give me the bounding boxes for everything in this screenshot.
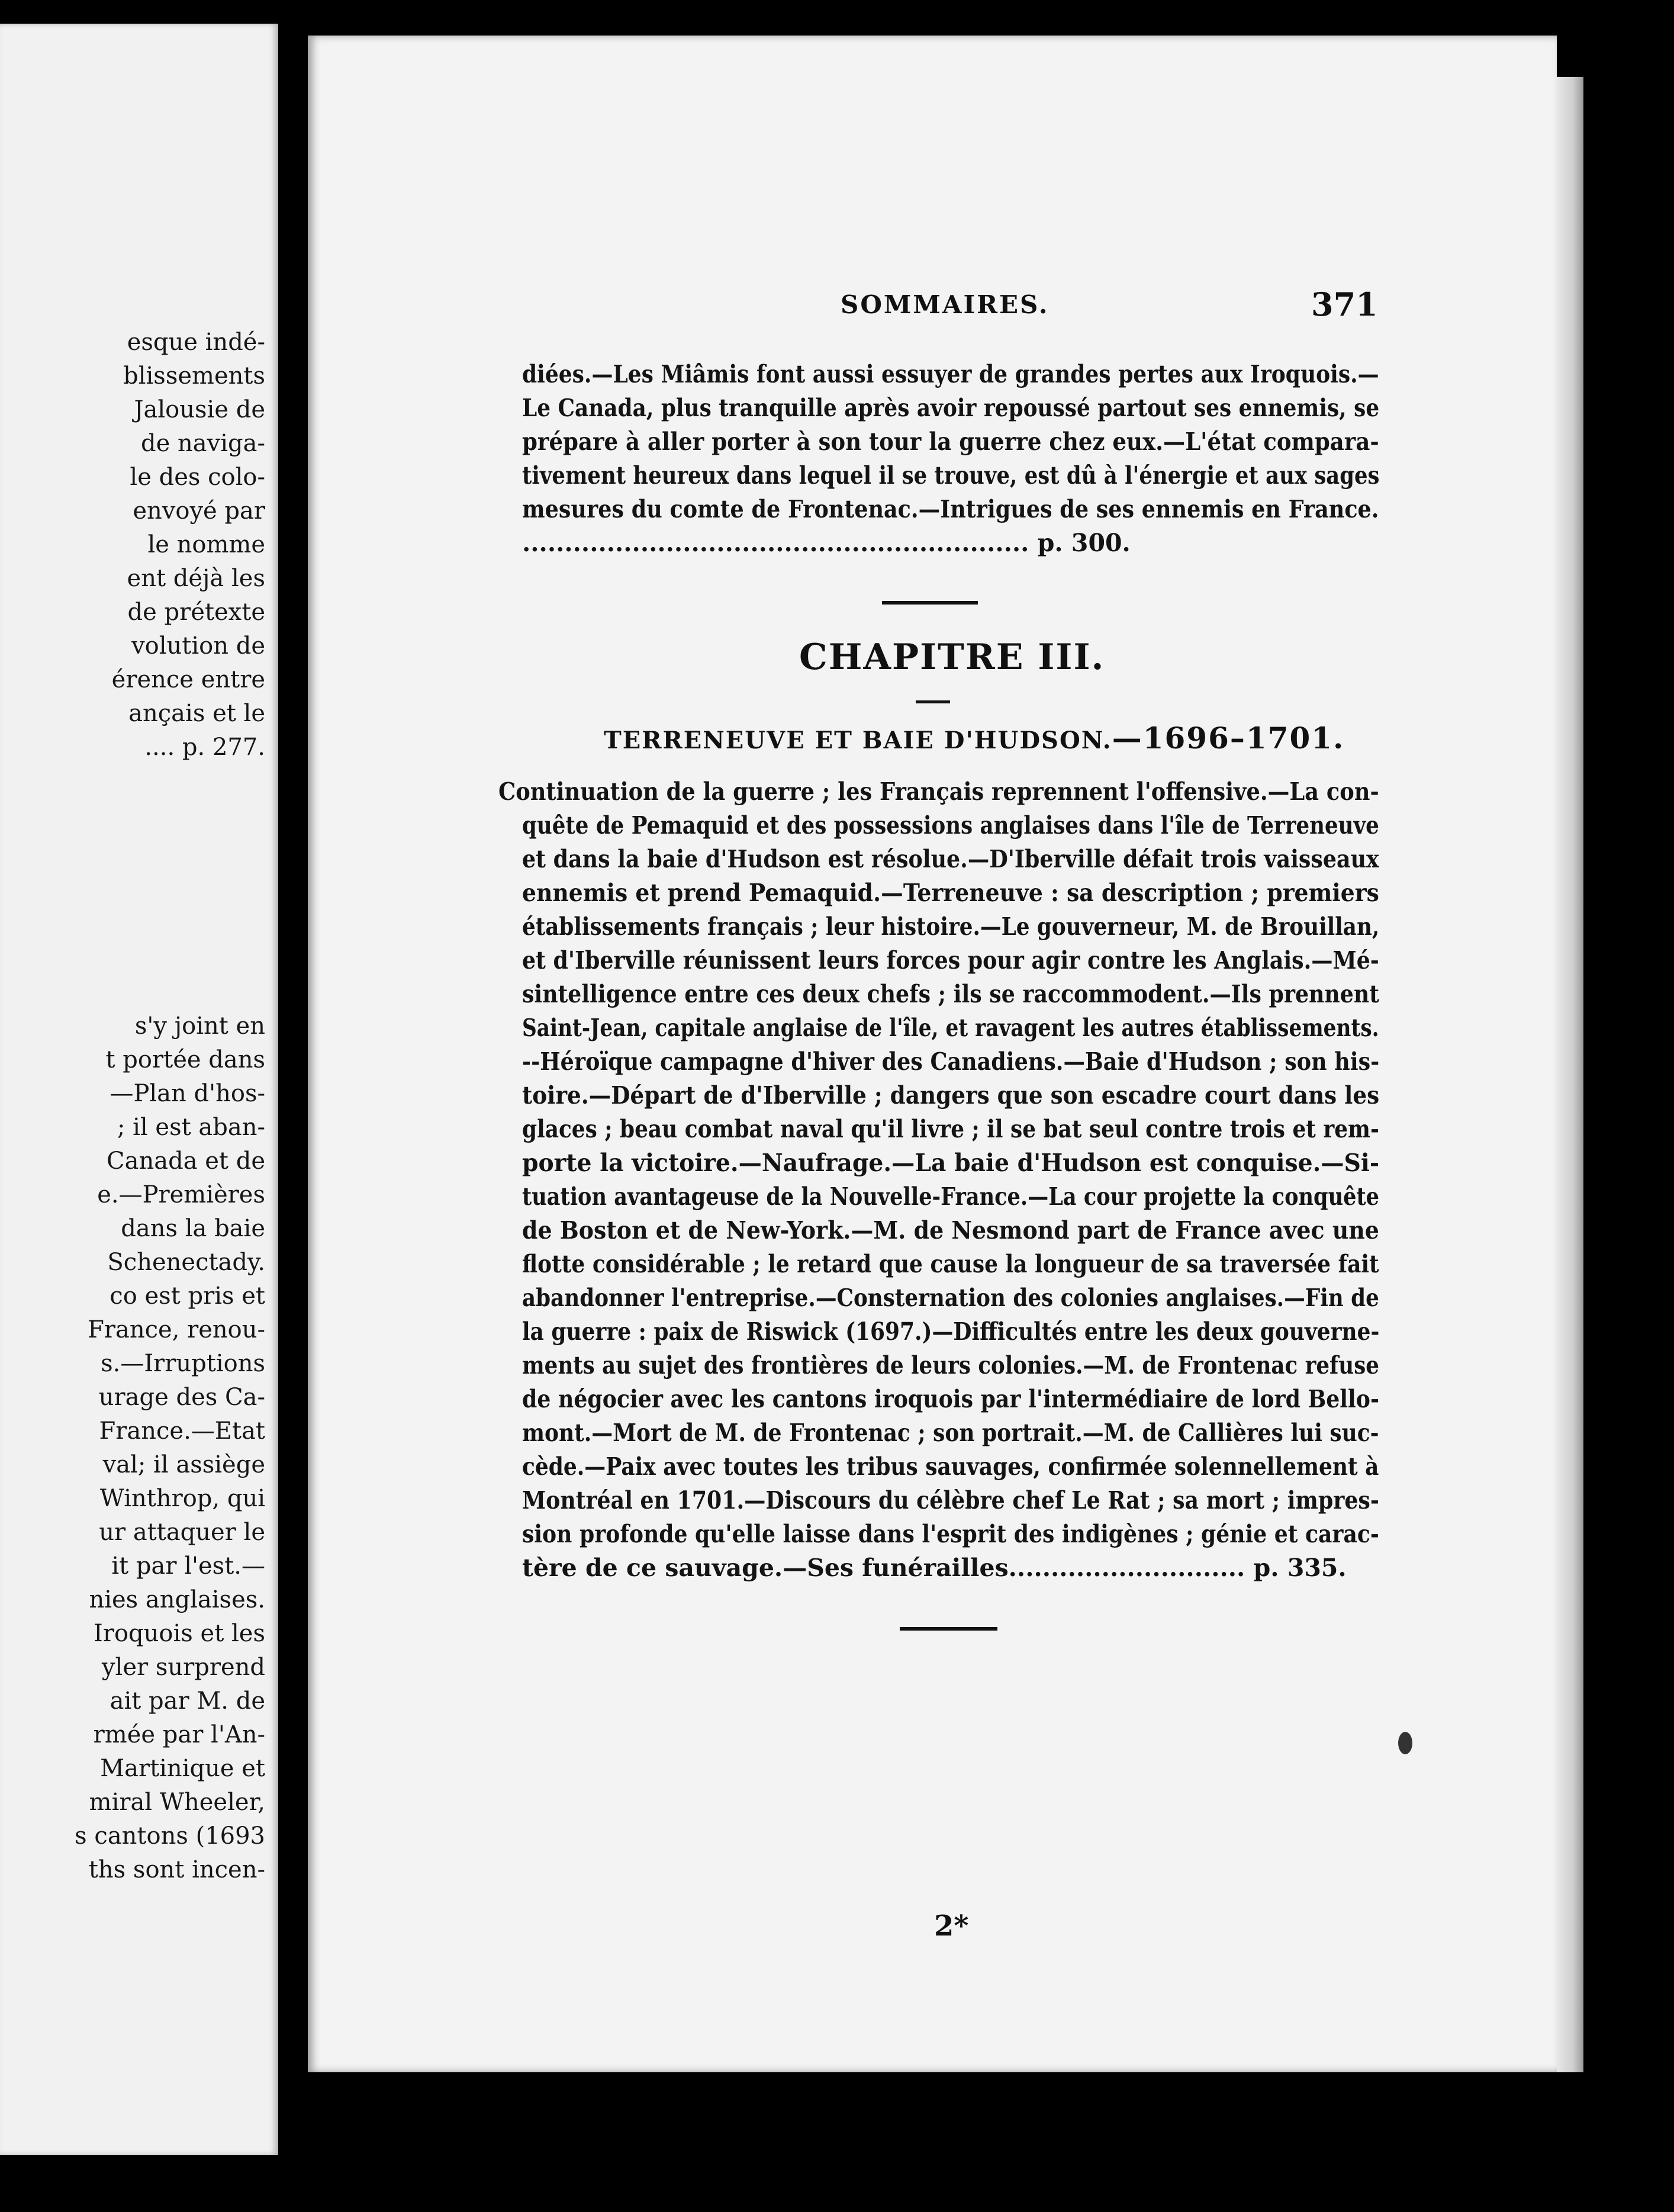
summary-line: ments au sujet des frontières de leurs colonies.—M. de Frontenac refuse: [522, 1351, 1379, 1380]
summary-line: abandonner l'entreprise.—Consternation des colonies anglaises.—Fin de: [522, 1284, 1379, 1312]
facing-page-line: s.—Irruptions: [101, 1350, 265, 1377]
facing-page-line: de prétexte: [127, 599, 265, 626]
facing-page-line: Winthrop, qui: [99, 1485, 265, 1512]
facing-page-line: rmée par l'An-: [93, 1721, 265, 1748]
facing-page-line: le des colo-: [130, 464, 265, 491]
chapter-title: CHAPITRE III.: [799, 636, 1105, 678]
title-rule: [916, 700, 950, 703]
summary-line: Montréal en 1701.—Discours du célèbre chef Le Rat ; sa mort ; impres-: [522, 1486, 1379, 1515]
summary-line: de négocier avec les cantons iroquois par l'intermédiaire de lord Bello-: [522, 1385, 1380, 1413]
facing-page-line: val; il assiège: [102, 1451, 265, 1478]
facing-page-line: ait par M. de: [110, 1687, 265, 1715]
facing-page-line: Jalousie de: [134, 396, 265, 423]
facing-page-line: s cantons (1693: [75, 1822, 265, 1850]
summary-line: --Héroïque campagne d'hiver des Canadiens.—Baie d'Hudson ; son his-: [522, 1047, 1380, 1076]
summary-line: tère de ce sauvage.—Ses funérailles............................ p. 335.: [522, 1554, 1347, 1582]
chapter-dates: —1696–1701.: [1112, 721, 1345, 755]
prev-summary-line: ............................................................ p. 300.: [522, 529, 1131, 557]
facing-page-line: t portée dans: [105, 1046, 265, 1073]
prev-summary-line: prépare à aller porter à son tour la guerre chez eux.—L'état compara-: [522, 427, 1379, 456]
facing-page-line: esque indé-: [127, 329, 265, 356]
summary-line: sion profonde qu'elle laisse dans l'esprit des indigènes ; génie et carac-: [522, 1520, 1379, 1548]
facing-page-fragment-lower: [75, 1009, 265, 1887]
chapter-subtitle: [604, 721, 1344, 755]
prev-summary-line: Le Canada, plus tranquille après avoir repoussé partout ses ennemis, se: [522, 394, 1380, 422]
summary-line: et dans la baie d'Hudson est résolue.—D'Iberville défait trois vaisseaux: [522, 845, 1379, 873]
facing-page: [0, 24, 278, 2155]
book-gutter: [278, 0, 311, 2212]
facing-page-line: envoyé par: [133, 497, 265, 525]
facing-page-line: dans la baie: [121, 1215, 265, 1242]
section-rule: [882, 601, 978, 605]
summary-line: quête de Pemaquid et des possessions anglaises dans l'île de Terreneuve: [522, 811, 1379, 840]
summary-line: Saint-Jean, capitale anglaise de l'île, et ravagent les autres établissements.: [522, 1014, 1379, 1042]
facing-page-line: Iroquois et les: [94, 1620, 265, 1647]
summary-line: mont.—Mort de M. de Frontenac ; son portrait.—M. de Callières lui suc-: [522, 1419, 1379, 1447]
facing-page-line: ; il est aban-: [117, 1114, 265, 1141]
facing-page-line: ançais et le: [128, 700, 265, 727]
facing-page-line: urage des Ca-: [98, 1384, 265, 1411]
running-head: SOMMAIRES.: [841, 290, 1050, 319]
facing-page-line: miral Wheeler,: [89, 1789, 265, 1816]
page-number: 371: [1311, 285, 1378, 323]
summary-line: établissements français ; leur histoire.—Le gouverneur, M. de Brouillan,: [522, 912, 1380, 941]
prev-summary-line: diées.—Les Miâmis font aussi essuyer de grandes pertes aux Iroquois.—: [522, 360, 1379, 388]
summary-line: toire.—Départ de d'Iberville ; dangers que son escadre court dans les: [522, 1081, 1380, 1110]
facing-page-line: ur attaquer le: [99, 1519, 265, 1546]
facing-page-line: Schenectady.: [107, 1249, 265, 1276]
summary-line: et d'Iberville réunissent leurs forces pour agir contre les Anglais.—Mé-: [522, 946, 1379, 975]
summary-line: de Boston et de New-York.—M. de Nesmond part de France avec une: [522, 1216, 1379, 1245]
facing-page-line: érence entre: [111, 666, 265, 693]
summary-line: flotte considérable ; le retard que cause la longueur de sa traversée fait: [522, 1250, 1379, 1278]
facing-page-line: blissements: [123, 362, 265, 390]
facing-page-line: .... p. 277.: [144, 734, 265, 761]
facing-page-line: Canada et de: [107, 1147, 265, 1175]
facing-page-line: volution de: [131, 632, 265, 660]
facing-page-line: de naviga-: [141, 430, 265, 457]
summary-line: cède.—Paix avec toutes les tribus sauvages, confirmée solennellement à: [522, 1452, 1379, 1481]
facing-page-line: —Plan d'hos-: [110, 1080, 265, 1107]
page-edge: [1557, 77, 1583, 2072]
facing-page-line: it par l'est.—: [111, 1552, 265, 1580]
signature-mark: 2*: [934, 1909, 969, 1943]
summary-line: tuation avantageuse de la Nouvelle-France.—La cour projette la conquête: [522, 1182, 1380, 1211]
facing-page-fragment-upper: [112, 326, 265, 764]
facing-page-line: ths sont incen-: [88, 1856, 265, 1883]
summary-line: la guerre : paix de Riswick (1697.)—Difficultés entre les deux gouverne-: [522, 1317, 1380, 1346]
ink-spot: [1398, 1732, 1412, 1754]
summary-line: glaces ; beau combat naval qu'il livre ; il se bat seul contre trois et rem-: [522, 1115, 1379, 1143]
facing-page-line: ent déjà les: [127, 565, 265, 592]
facing-page-line: co est pris et: [110, 1282, 265, 1310]
facing-page-line: Martinique et: [100, 1755, 265, 1782]
facing-page-line: France, renou-: [88, 1316, 265, 1343]
facing-page-line: e.—Premières: [97, 1181, 265, 1208]
summary-line: porte la victoire.—Naufrage.—La baie d'Hudson est conquise.—Si-: [522, 1149, 1380, 1177]
facing-page-line: nies anglaises.: [89, 1586, 265, 1613]
facing-page-line: France.—Etat: [99, 1417, 265, 1445]
facing-page-line: le nomme: [147, 531, 265, 558]
prev-summary-line: mesures du comte de Frontenac.—Intrigues de ses ennemis en France.: [522, 495, 1379, 523]
summary-line: ennemis et prend Pemaquid.—Terreneuve : sa description ; premiers: [522, 879, 1379, 907]
facing-page-line: yler surprend: [101, 1654, 265, 1681]
prev-summary-line: tivement heureux dans lequel il se trouve, est dû à l'énergie et aux sages: [522, 461, 1380, 490]
section-rule-bottom: [900, 1627, 997, 1631]
facing-page-line: s'y joint en: [134, 1012, 265, 1040]
summary-line: sintelligence entre ces deux chefs ; ils se raccommodent.—Ils prennent: [522, 980, 1379, 1008]
summary-line: Continuation de la guerre ; les Français reprennent l'offensive.—La con-: [498, 777, 1379, 806]
chapter-subtitle-text: TERRENEUVE ET BAIE D'HUDSON.: [604, 726, 1112, 754]
